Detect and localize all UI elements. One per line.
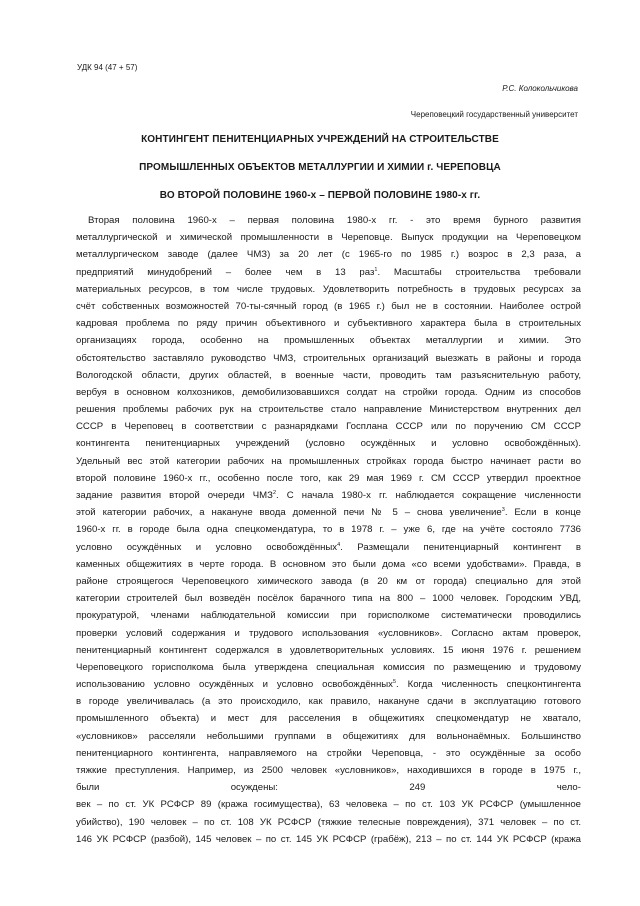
body-line: счёт собственных возможностей 70-ты-сячный город (в 1965 г.) был не в состоянии. Наиболее острой (76, 300, 581, 312)
title-line-2: ПРОМЫШЛЕННЫХ ОБЪЕКТОВ МЕТАЛЛУРГИИ И ХИМИИ г. ЧЕРЕПОВЦА (139, 162, 501, 173)
body-line: Вологодской области, других областей, в военные части, проводить там разъяснительную работу, (76, 369, 581, 381)
body-line: проверки условий содержания и трудового использования «условников». Согласно актам проверок, (76, 627, 581, 639)
body-line: контингента пенитенциарных учреждений (условно осуждённых и условно освобождённых). (76, 438, 581, 450)
footnote-ref: 4 (337, 541, 341, 548)
body-line-spread (76, 779, 581, 796)
body-line: второй половине 1960-х гг., особенно после того, как 29 мая 1969 г. СМ СССР утвердил проектное (76, 472, 581, 484)
body-line: век – по ст. УК РСФСР 89 (кража госимущества), 63 человека – по ст. 103 УК РСФСР (умышленное (76, 799, 581, 811)
text-fragment: этой категории рабочих, а накануне ввода доменной печи № 5 – снова увеличение (76, 507, 502, 519)
body-line (76, 676, 581, 693)
body-line (76, 487, 581, 504)
body-line: Удельный вес этой категории рабочих на промышленных стройках города быстро начинает расти во (76, 455, 581, 467)
body-line: каменных общежитиях в черте города. В основном это были дома «со всеми удобствами». Правда, в (76, 558, 581, 570)
body-line (76, 539, 581, 556)
body-line: пенитенциарного контингента, направляемого на стройки Череповца, - это осуждённые за особо (76, 747, 581, 759)
body-line: металлургической и химической промышленности в Череповце. Выпуск продукции на Череповецком (76, 232, 581, 244)
text-fragment: чело- (556, 782, 581, 794)
body-line: металлургическом заводе (далее ЧМЗ) за 20 лет (с 1965-го по 1985 г.) возрос в 2,3 раза, а (76, 249, 581, 261)
body-line: СССР в Череповец в соответствии с разнарядками Госплана СССР или по поручению СМ СССР (76, 421, 581, 433)
text-fragment: . Масштабы строительства требовали (377, 266, 581, 278)
text-fragment: предприятий минудобрений – более чем в 13 раз (76, 266, 375, 278)
author-name: Р.С. Колокольчикова (502, 84, 578, 93)
footnote-ref: 2 (272, 489, 277, 496)
text-fragment: . С начала 1980-х гг. наблюдается сокращение численности (276, 490, 581, 501)
body-line: категории строителей был возведён посёлок барачного типа на 800 – 1000 человек. Городским УВД, (76, 593, 581, 605)
text-fragment: условно осуждённых и условно освобождённых (76, 541, 338, 553)
body-line: Череповецкого горисполкома была утверждена специальная комиссия по размещению и трудовому (76, 661, 581, 673)
body-text (76, 212, 581, 848)
title-line-1: КОНТИНГЕНТ ПЕНИТЕНЦИАРНЫХ УЧРЕЖДЕНИЙ НА СТРОИТЕЛЬСТВЕ (141, 134, 499, 145)
footnote-ref: 1 (374, 266, 378, 273)
body-line (76, 264, 581, 281)
body-line: организациях города, особенно на промышленных объектах металлургии и химии. Это (76, 335, 581, 347)
body-line: решения проблемы рабочих рук на строительстве стало направление Министерством внутренних дел (76, 404, 581, 416)
affiliation: Череповецкий государственный университет (410, 110, 578, 119)
body-line: «условников» расселяли небольшими группами в общежитиях для вольнонаёмных. Большинство (76, 730, 581, 742)
body-line: кадровая проблема по ряду причин объективного и субъективного характера была в строительных (76, 318, 581, 330)
body-line (76, 504, 581, 521)
body-line: прокуратурой, членами наблюдательной комиссии при горисполкоме систематически проводились (76, 610, 581, 622)
text-fragment: 249 (409, 782, 426, 794)
text-fragment: осуждены: (230, 782, 278, 794)
footnote-ref: 5 (392, 678, 397, 685)
body-line: обстоятельство заставляло руководство ЧМЗ, строительных организаций выезжать в районы и города (76, 352, 581, 364)
body-line: Вторая половина 1960-х – первая половина 1980-х гг. - это время бурного развития (88, 215, 581, 226)
text-fragment: . Когда численность спецконтингента (396, 679, 581, 691)
udk-code: УДК 94 (47 + 57) (77, 63, 138, 72)
body-line: убийство), 190 человек – по ст. 108 УК РСФСР (тяжкие телесные повреждения), 371 человек – по ст. (76, 816, 581, 828)
body-line: тяжкие преступления. Например, из 2500 человек «условников», находившихся в городе в 1975 г., (76, 765, 581, 776)
body-line: вербуя в основном колхозников, демобилизовавшихся солдат на стройки города. Одним из способов (76, 386, 581, 398)
text-fragment: задание развития второй очереди ЧМЗ (76, 490, 273, 501)
body-line: промышленного объекта) и мест для расселения в общежитиях спецкомендатур не хватало, (76, 713, 581, 725)
footnote-ref: 3 (501, 507, 505, 513)
text-fragment: . Если в конце (504, 507, 581, 519)
body-line: материальных ресурсов, в том числе трудовых. Удовлетворить потребность в трудовых ресурсах за (76, 283, 581, 295)
body-line: 1960-х гг. в городе была одна спецкомендатура, то в 1978 г. – уже 6, где на учёте состояло 7736 (76, 524, 581, 536)
body-line: в городе увеличивалась (а это происходило, как правило, накануне сдачи в эксплуатацию готового (76, 696, 581, 708)
body-line: пенитенциарный контингент содержался в удовлетворительных условиях. 15 июня 1976 г. решением (76, 644, 581, 656)
title-line-3: ВО ВТОРОЙ ПОЛОВИНЕ 1960-х – ПЕРВОЙ ПОЛОВИНЕ 1980-х гг. (159, 190, 481, 201)
body-line: 146 УК РСФСР (разбой), 145 человек – по ст. 145 УК РСФСР (грабёж), 213 – по ст. 144 УК РСФСР (кража (76, 833, 581, 845)
text-fragment: использованию условно осуждённых и условно освобождённых (76, 679, 393, 691)
text-fragment: были (76, 782, 100, 794)
body-line: районе строящегося Череповецкого химического завода (в 20 км от города) специально для этой (76, 575, 581, 587)
text-fragment: . Размещали пенитенциарный контингент в (340, 541, 581, 553)
